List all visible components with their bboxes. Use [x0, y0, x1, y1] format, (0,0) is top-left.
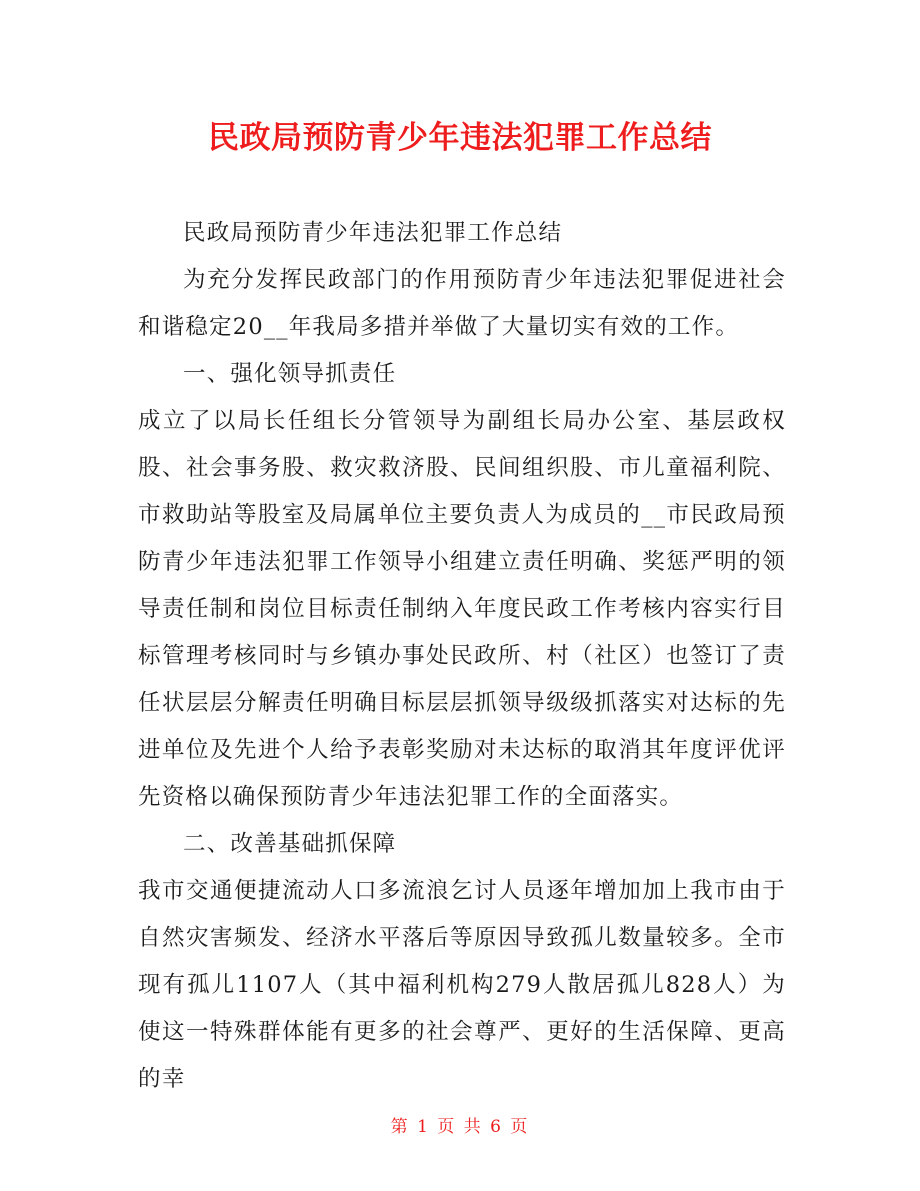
paragraph-intro: 为充分发挥民政部门的作用预防青少年违法犯罪促进社会和谐稳定20__年我局多措并举做了大量切实有效的工作。 — [138, 267, 786, 340]
paragraph-section-2: 我市交通便捷流动人口多流浪乞讨人员逐年增加加上我市由于自然灾害频发、经济水平落后等原因导致孤儿数量较多。全市现有孤儿1107人（其中福利机构279人散居孤儿828人）为使这一特殊群体能有更多的社会尊严、更好的生活保障、更高的幸 — [138, 878, 786, 1092]
document-title: 民政局预防青少年违法犯罪工作总结 — [208, 120, 712, 156]
document-body — [138, 210, 786, 1103]
paragraph-subtitle: 民政局预防青少年违法犯罪工作总结 — [183, 220, 563, 246]
page-number-footer: 第 1 页 共 6 页 — [390, 1117, 530, 1137]
paragraph-section-1: 成立了以局长任组长分管领导为副组长局办公室、基层政权股、社会事务股、救灾救济股、民间组织股、市儿童福利院、市救助站等股室及局属单位主要负责人为成员的__市民政局预防青少年违法犯罪工作领导小组建立责任明确、奖惩严明的领导责任制和岗位目标责任制纳入年度民政工作考核内容实行目标管理考核同时与乡镇办事处民政所、村（社区）也签订了责任状层层分解责任明确目标层层抓领导级级抓落实对达标的先进单位及先进个人给予表彰奖励对未达标的取消其年度评优评先资格以确保预防青少年违法犯罪工作的全面落实。 — [138, 408, 786, 810]
section-heading-2: 二、改善基础抓保障 — [183, 831, 397, 857]
section-heading-1: 一、强化领导抓责任 — [183, 361, 397, 387]
